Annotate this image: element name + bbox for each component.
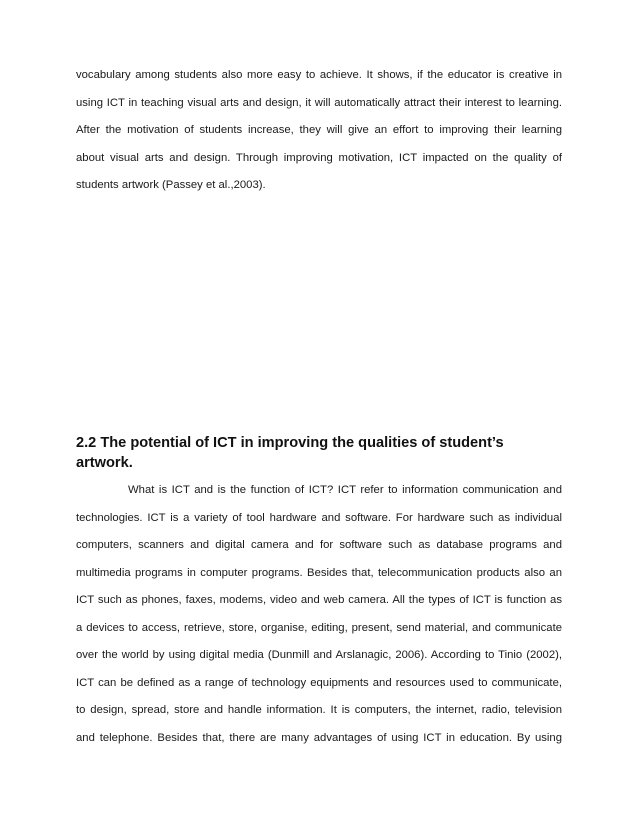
section-heading: 2.2 The potential of ICT in improving the qualities of student’s artwork. (76, 435, 504, 471)
paragraph-ict-definition (76, 477, 562, 752)
text-line: and telephone. Besides that, there are many advantages of using ICT in education. By using (76, 731, 562, 744)
paragraph-motivation (76, 62, 562, 200)
text-line: vocabulary among students also more easy to achieve. It shows, if the educator is creative in (76, 69, 562, 81)
text-line: over the world by using digital media (Dunmill and Arslanagic, 2006). According to Tinio (2002), (76, 649, 562, 661)
text-line: After the motivation of students increase, they will give an effort to improving their learning (76, 124, 562, 136)
text-line: about visual arts and design. Through improving motivation, ICT impacted on the quality of (76, 151, 562, 164)
text-line: ICT such as phones, faxes, modems, video and web camera. All the types of ICT is function as (76, 594, 562, 606)
text-line: What is ICT and is the function of ICT? ICT refer to information communication and (128, 484, 562, 496)
text-line: ICT can be defined as a range of technology equipments and resources used to communicate, (76, 676, 562, 689)
text-line: students artwork (Passey et al.,2003). (76, 179, 266, 191)
text-line: computers, scanners and digital camera and for software such as database programs and (76, 539, 562, 551)
text-line: multimedia programs in computer programs. Besides that, telecommunication products also an (76, 566, 562, 579)
text-line: to design, spread, store and handle information. It is computers, the internet, radio, television (76, 704, 562, 716)
text-line: a devices to access, retrieve, store, organise, editing, present, send material, and communicate (76, 621, 562, 634)
text-line: technologies. ICT is a variety of tool hardware and software. For hardware such as individual (76, 511, 562, 524)
text-line: using ICT in teaching visual arts and design, it will automatically attract their interest to learning. (76, 96, 562, 109)
